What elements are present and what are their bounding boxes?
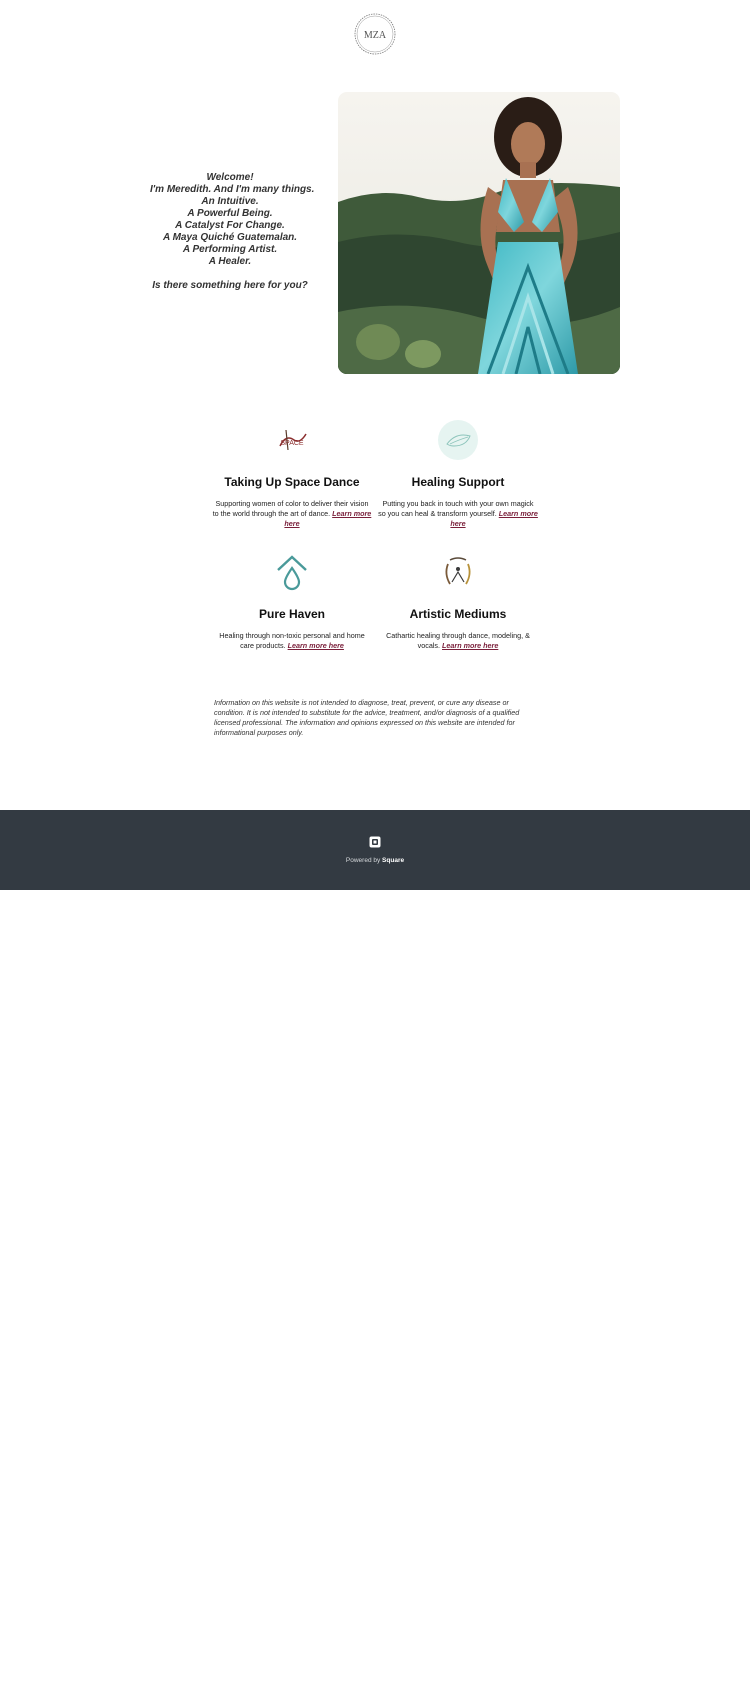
learn-more-link[interactable]: Learn more here — [287, 641, 344, 650]
powered-by — [0, 857, 750, 864]
dance-logo-icon[interactable] — [272, 420, 312, 460]
service-taking-up-space — [212, 420, 372, 529]
service-description — [212, 631, 372, 651]
powered-by-prefix: Powered by — [345, 857, 383, 864]
logo-text: MZA — [363, 30, 387, 41]
medical-disclaimer: Information on this website is not intended to diagnose, treat, prevent, or cure any disease or condition. It is not intended to substitute for the advice, treatment, and/or diagnosis of a qualified licensed professional. The information and opinions expressed on this website are intended for informational purposes only. — [214, 698, 520, 737]
water-drop-house-icon[interactable] — [272, 552, 312, 592]
service-description-text: Cathartic healing through dance, modeling, & vocals. — [386, 631, 530, 650]
service-artistic-mediums — [378, 552, 538, 651]
hero-line: A Catalyst For Change. — [175, 220, 285, 231]
service-title: Artistic Mediums — [409, 607, 507, 621]
mza-monogram-icon — [353, 12, 397, 56]
service-title: Healing Support — [411, 475, 505, 489]
service-healing-support — [378, 420, 538, 529]
service-title: Pure Haven — [258, 607, 326, 621]
dance-logo-text: SPACE — [280, 440, 304, 447]
learn-more-link[interactable]: Learn more here — [442, 641, 499, 650]
hero-line: I'm Meredith. And I'm many things. — [150, 184, 315, 195]
hero-intro — [150, 172, 315, 292]
powered-by-brand-link[interactable]: Square — [382, 857, 405, 864]
healing-leaf-icon[interactable] — [438, 420, 478, 460]
service-pure-haven — [212, 552, 372, 651]
hero-question: Is there something here for you? — [152, 280, 308, 291]
service-description-text: Putting you back in touch with your own magick so you can heal & transform yourself. — [378, 499, 534, 518]
learn-more-link[interactable]: Learn more here — [450, 509, 538, 528]
hero-line: A Performing Artist. — [182, 244, 278, 255]
hero-line: An Intuitive. — [201, 196, 259, 207]
hero-line: A Healer. — [208, 256, 252, 267]
hero-photo — [338, 92, 620, 374]
square-logo-icon[interactable] — [369, 836, 381, 848]
service-description-text: Healing through non-toxic personal and home care products. — [219, 631, 365, 650]
hero-line: Welcome! — [206, 172, 254, 183]
hero-line: A Powerful Being. — [187, 208, 273, 219]
service-title: Taking Up Space Dance — [224, 475, 360, 489]
site-footer — [0, 810, 750, 890]
service-description — [378, 631, 538, 651]
service-description — [378, 499, 538, 529]
learn-more-link[interactable]: Learn more here — [284, 509, 372, 528]
service-description — [212, 499, 372, 529]
site-logo[interactable] — [353, 12, 397, 56]
service-description-text: Supporting women of color to deliver their vision to the world through the art of dance. — [212, 499, 369, 518]
hero-line: A Maya Quiché Guatemalan. — [162, 232, 298, 243]
dancers-circle-icon[interactable] — [438, 552, 478, 592]
